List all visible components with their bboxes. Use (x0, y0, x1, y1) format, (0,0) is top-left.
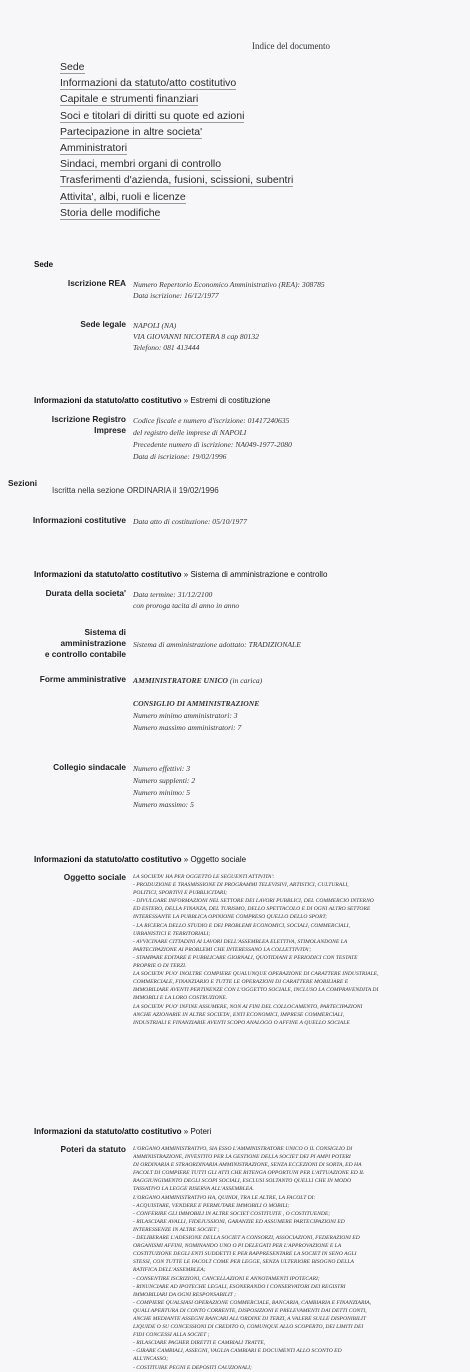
value-codice-fiscale: Codice fiscale e numero d'iscrizione: 01417240635 (133, 416, 290, 425)
label-registro-imprese-2: Imprese (94, 425, 126, 435)
value-precedente-numero: Precedente numero di iscrizione: NA049-1977-2080 (133, 440, 292, 449)
toc-link-sede[interactable]: Sede (60, 61, 85, 73)
value-rea-number: Numero Repertorio Economico Amministrativo (REA): 308785 (133, 280, 325, 289)
toc-link-trasferimenti[interactable]: Trasferimenti d'azienda, fusioni, scissioni, subentri (60, 174, 294, 187)
toc-link-storia[interactable]: Storia delle modifiche (60, 206, 161, 219)
value-address: VIA GIOVANNI NICOTERA 8 cap 80132 (133, 332, 259, 341)
label-sede-legale: Sede legale (80, 319, 126, 329)
section-heading-sede: Sede (34, 260, 54, 269)
value-effettivi: Numero effettivi: 3 (133, 764, 191, 773)
section-heading-estremi: Informazioni da statuto/atto costitutivo » Estremi di costituzione (34, 396, 271, 405)
toc-link-capitale[interactable]: Capitale e strumenti finanziari (60, 93, 199, 106)
value-minimo: Numero minimo: 5 (133, 788, 191, 797)
label-durata: Durata della societa' (45, 588, 126, 598)
value-supplenti: Numero supplenti: 2 (133, 776, 196, 785)
label-collegio-sindacale: Collegio sindacale (53, 762, 126, 772)
value-sistema: Sistema di amministrazione adottato: TRADIZIONALE (133, 640, 301, 649)
label-iscrizione-rea: Iscrizione REA (67, 278, 126, 288)
toc-link-partecipazione[interactable]: Partecipazione in altre societa' (60, 125, 203, 138)
value-rea-date: Data iscrizione: 16/12/1977 (133, 291, 219, 300)
label-sistema-3: e controllo contabile (44, 649, 126, 659)
value-numero-massimo-amm: Numero massimo amministratori: 7 (133, 723, 242, 732)
label-sezioni: Sezioni (8, 478, 38, 488)
value-data-termine: Data termine: 31/12/2100 (133, 590, 213, 599)
oggetto-sociale-text: LA SOCIETA' HA PER OGGETTO LE SEGUENTI ATTIVITA': - PRODUZIONE E TRASMISSIONE DI PROGRAMMI TELEVISIVI, ARTISTICI, CULTURALI, POLITICI, SPORTIVI E PUBBLICITARI; - DIVULGARE INFORMAZIONI NEL SETTORE DEI LAVORI PUBBLICI, DEL COMMERCIO INTERNO ED ESTERO, DELLA FINANZA, DEL TURISMO, DELLO SPETTACOLO E DI OGNI ALTRO SETTORE INTERESSANTE LA PUBBLICA OPINIONE COMPRESO QUELLO DELLO SPORT; - LA RICERCA DELLO STUDIO E DEI PROBLEMI ECONOMICI, SOCIALI, COMMERCIALI, URBANISTICI E TERRITORIALI; - AVVICINARE CITTADINI AI LAVORI DELL'ASSEMBLEA ELETTIVA, STIMOLANDONE LA PARTECIPAZIONE AI PROBLEMI CHE INTERESSANO LA COLLETTIVITA'; - STAMPARE EDITARE E PUBBLICARE GIORNALI, QUOTIDIANI E PERIODICI CON TESTATE PROPRIE O DI TERZI. LA SOCIETA' PUO' INOLTRE COMPIERE QUALUNQUE OPERAZIONE DI CARATTERE INDUSTRIALE, COMMERCIALE, FINANZIARIO E TUTTE LE OPERAZIONI DI CARATTERE MOBILIARE E IMMOBILIARE AVENTI PERTINENZE CON L'OGGETTO SOCIALE, INCLUSO LA COMPRAVENDITA DI IMMOBILI E LA LORO COSTRUZIONE. LA SOCIETA' PUO' INFINE ASSUMERE, NON AI FINI DEL COLLOCAMENTO, PARTECIPAZIONI ANCHE AZIONARIE IN ALTRE SOCIETA', ENTI ECONOMICI, IMPRESE COMMERCIALI, INDUSTRIALI E FINANZIARIE AVENTI SCOPO ANALOGO O AFFINE A QUELLO SOCIALE (133, 874, 379, 1026)
label-informazioni-costitutive: Informazioni costitutive (32, 515, 126, 525)
value-consiglio: CONSIGLIO DI AMMINISTRAZIONE (133, 699, 260, 708)
index-title: Indice del documento (252, 41, 330, 51)
label-forme-amministrative: Forme amministrative (39, 674, 126, 684)
label-registro-imprese-1: Iscrizione Registro (51, 414, 126, 424)
value-amministratore-unico: AMMINISTRATORE UNICO (in carica) (133, 676, 263, 685)
label-sistema-1: Sistema di (84, 627, 126, 637)
value-proroga: con proroga tacita di anno in anno (133, 601, 240, 610)
label-oggetto-sociale: Oggetto sociale (63, 872, 126, 882)
section-heading-sistema: Informazioni da statuto/atto costitutivo » Sistema di amministrazione e controllo (34, 570, 328, 579)
table-of-contents (60, 59, 340, 221)
toc-link-amministratori[interactable]: Amministratori (60, 141, 128, 154)
toc-link-sindaci[interactable]: Sindaci, membri organi di controllo (60, 158, 222, 171)
value-numero-minimo-amm: Numero minimo amministratori: 3 (133, 711, 238, 720)
poteri-text: L'ORGANO AMMINISTRATIVO, SIA ESSO L'AMMINISTRATORE UNICO O IL CONSIGLIO DI AMMINISTRAZIONE, INVESTITO PER LA GESTIONE DELLA SOCIET DEI PI AMPI POTERI DI ORDINARIA E STRAORDINARIA AMMINISTRAZIONE, SENZA ECCEZIONI DI SORTA, ED HA FACOLT DI COMPIERE TUTTI GLI ATTI CHE RITENGA OPPORTUNI PER L'ATTUAZIONE ED IL RAGGIUNGIMENTO DEGLI SCOPI SOCIALI, ESCLUSI SOLTANTO QUELLI CHE IN MODO TASSATIVO LA LEGGE RISERVA ALL'ASSEMBLEA. L'ORGANO AMMINISTRATIVO HA, QUINDI, TRA LE ALTRE, LA FACOLT DI: - ACQUISTARE, VENDERE E PERMUTARE IMMOBILI O MOBILI; - CONFERIRE GLI IMMOBILI IN ALTRE SOCIET COSTITUITE , O COSTITUENDE; - RILASCIARE AVALLI, FIDEJUSSIONI, GARANZIE ED ASSUMERE PARTECIPAZIONI ED INTERESSENZE IN ALTRE SOCIET ; - DELIBERARE L'ADESIONE DELLA SOCIET A CONSORZI, ASSOCIAZIONI, FEDERAZIONI ED ORGANISMI AFFINI, NOMINANDO UNO O PI DELEGATI PER L'APPROVAZIONE E LA COSTITUZIONE DEGLI ENTI SUDDETTI E PER RAPPRESENTARE LA SOCIET IN SENO AGLI STESSI, CON TUTTE LE FACOLT COME PER LEGGE, SENZA ULTERIORE BISOGNO DELLA RATIFICA DELL'ASSEMBLEA; - CONSENTIRE ISCRIZIONI, CANCELLAZIONI E ANNOTAMENTI IPOTECARI; - RINUNCIARE AD IPOTECHE LEGALI, ESONERANDO I CONSERVATORI DEI REGISTRI IMMOBILIARI DA OGNI RESPONSABILIT ; - COMPIERE QUALSIASI OPERAZIONE COMMERCIALE, BANCARIA, CAMBIARIA E FINANZIARIA, QUALI APERTURA DI CONTO CORRENTE, DISPOSIZIONI E PRELEVAMENTI DAI DETTI CONTI, ANCHE MEDIANTE ASSEGNI BANCARI ALL'ORDINE DI TERZI, A VALERE SULLE DISPONIBILIT LIQUIDE O SU CONCESSIONI DI CREDITO O, COMUNQUE ALLO SCOPERTO, DEI LIMITI DEI FIDI CONCESSI ALLA SOCIET ; - RILASCIARE PAGHER DIRETTI E CAMBIALI TRATTE, - GIRARE CAMBIALI, ASSEGNI, VAGLIA CAMBIARI E DOCUMENTI ALLO SCONTO ED ALL'INCASSO; - COSTITUIRE PEGNI E DEPOSITI CAUZIONALI; (133, 1146, 372, 1371)
value-data-iscrizione: Data di iscrizione: 19/02/1996 (133, 452, 227, 461)
value-data-atto: Data atto di costituzione: 05/10/1977 (133, 517, 247, 526)
value-registro: del registro delle imprese di NAPOLI (133, 428, 247, 437)
value-massimo: Numero massimo: 5 (133, 800, 194, 809)
value-sezioni: Iscritta nella sezione ORDINARIA il 19/02/1996 (52, 486, 219, 495)
section-heading-poteri: Informazioni da statuto/atto costitutivo » Poteri (34, 1127, 212, 1136)
label-sistema-2: amministrazione (60, 638, 126, 648)
section-heading-oggetto: Informazioni da statuto/atto costitutivo » Oggetto sociale (34, 855, 247, 864)
value-phone: Telefono: 081 413444 (133, 343, 200, 352)
toc-link-statuto[interactable]: Informazioni da statuto/atto costitutivo (60, 77, 237, 90)
label-poteri-statuto: Poteri da statuto (60, 1144, 126, 1154)
toc-link-attivita[interactable]: Attivita', albi, ruoli e licenze (60, 190, 186, 203)
toc-link-soci[interactable]: Soci e titolari di diritti su quote ed azioni (60, 109, 245, 122)
value-city: NAPOLI (NA) (133, 321, 177, 330)
